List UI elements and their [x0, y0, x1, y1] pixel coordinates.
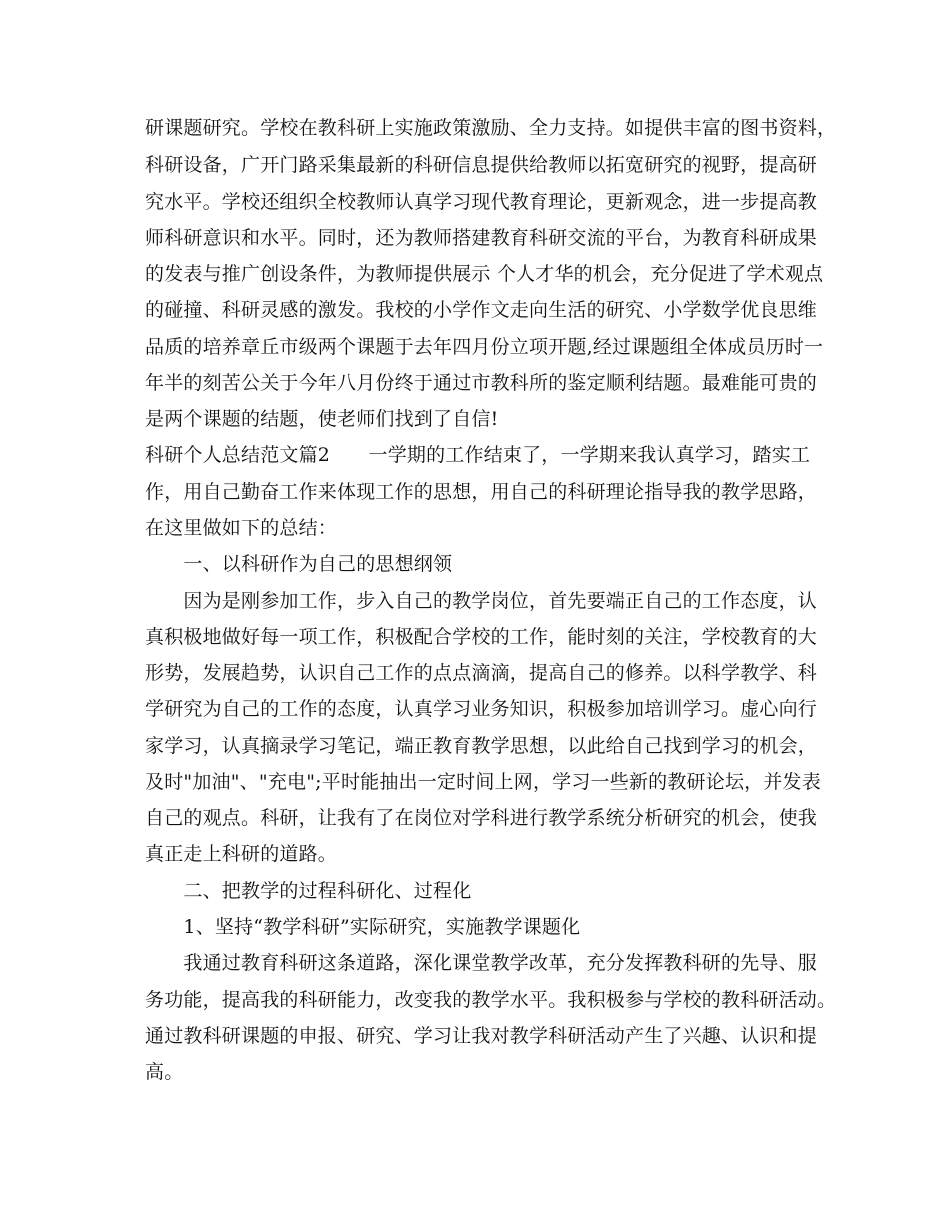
text-line: 科研设备，广开门路采集最新的科研信息提供给教师以拓宽研究的视野，提高研	[145, 154, 818, 176]
subheading-line: 1、坚持“教学科研”实际研究，实施教学课题化	[145, 916, 581, 938]
text-line: 及时"加油"、"充电";平时能抽出一定时间上网，学习一些新的教研论坛，并发表	[145, 771, 821, 793]
text-line: 的碰撞、科研灵感的激发。我校的小学作文走向生活的研究、小学数学优良思维	[145, 299, 818, 321]
text-line: 真正走上科研的道路。	[145, 843, 338, 865]
text-line: 形势，发展趋势，认识自己工作的点点滴滴，提高自己的修养。以科学教学、科	[145, 662, 818, 684]
text-line: 师科研意识和水平。同时，还为教师搭建教育科研交流的平台，为教育科研成果	[145, 227, 818, 249]
text-line: 的发表与推广创设条件，为教师提供展示 个人才华的机会，充分促进了学术观点	[145, 263, 824, 285]
text-line: 作，用自己勤奋工作来体现工作的思想，用自己的科研理论指导我的教学思路，	[145, 481, 818, 503]
text-line: 在这里做如下的总结：	[145, 517, 338, 539]
text-line: 自己的观点。科研，让我有了在岗位对学科进行教学系统分析研究的机会，使我	[145, 807, 818, 829]
text-line: 品质的培养章丘市级两个课题于去年四月份立项开题,经过课题组全体成员历时一	[145, 336, 824, 358]
section-heading-line: 科研个人总结范文篇2 一学期的工作结束了，一学期来我认真学习，踏实工	[145, 444, 811, 466]
text-line: 我通过教育科研这条道路，深化课堂教学改革，充分发挥教科研的先导、服	[145, 952, 818, 974]
subheading-line: 一、以科研作为自己的思想纲领	[145, 553, 453, 575]
text-line: 真积极地做好每一项工作，积极配合学校的工作，能时刻的关注，学校教育的大	[145, 626, 818, 648]
text-line: 学研究为自己的工作的态度，认真学习业务知识，积极参加培训学习。虚心向行	[145, 698, 818, 720]
text-line: 研课题研究。学校在教科研上实施政策激励、全力支持。如提供丰富的图书资料，	[145, 117, 837, 139]
text-line: 高。	[145, 1061, 184, 1083]
text-line: 家学习，认真摘录学习笔记，端正教育教学思想，以此给自己找到学习的机会，	[145, 735, 818, 757]
text-line: 究水平。学校还组织全校教师认真学习现代教育理论，更新观念，进一步提高教	[145, 191, 818, 213]
text-line: 务功能，提高我的科研能力，改变我的教学水平。我积极参与学校的教科研活动。	[145, 989, 837, 1011]
text-line: 通过教科研课题的申报、研究、学习让我对教学科研活动产生了兴趣、认识和提	[145, 1025, 818, 1047]
text-line: 因为是刚参加工作，步入自己的教学岗位，首先要端正自己的工作态度，认	[145, 590, 818, 612]
text-line: 年半的刻苦公关于今年八月份终于通过市教科所的鉴定顺利结题。最难能可贵的	[145, 372, 818, 394]
text-line: 是两个课题的结题，使老师们找到了自信!	[145, 408, 499, 430]
subheading-line: 二、把教学的过程科研化、过程化	[145, 880, 472, 902]
